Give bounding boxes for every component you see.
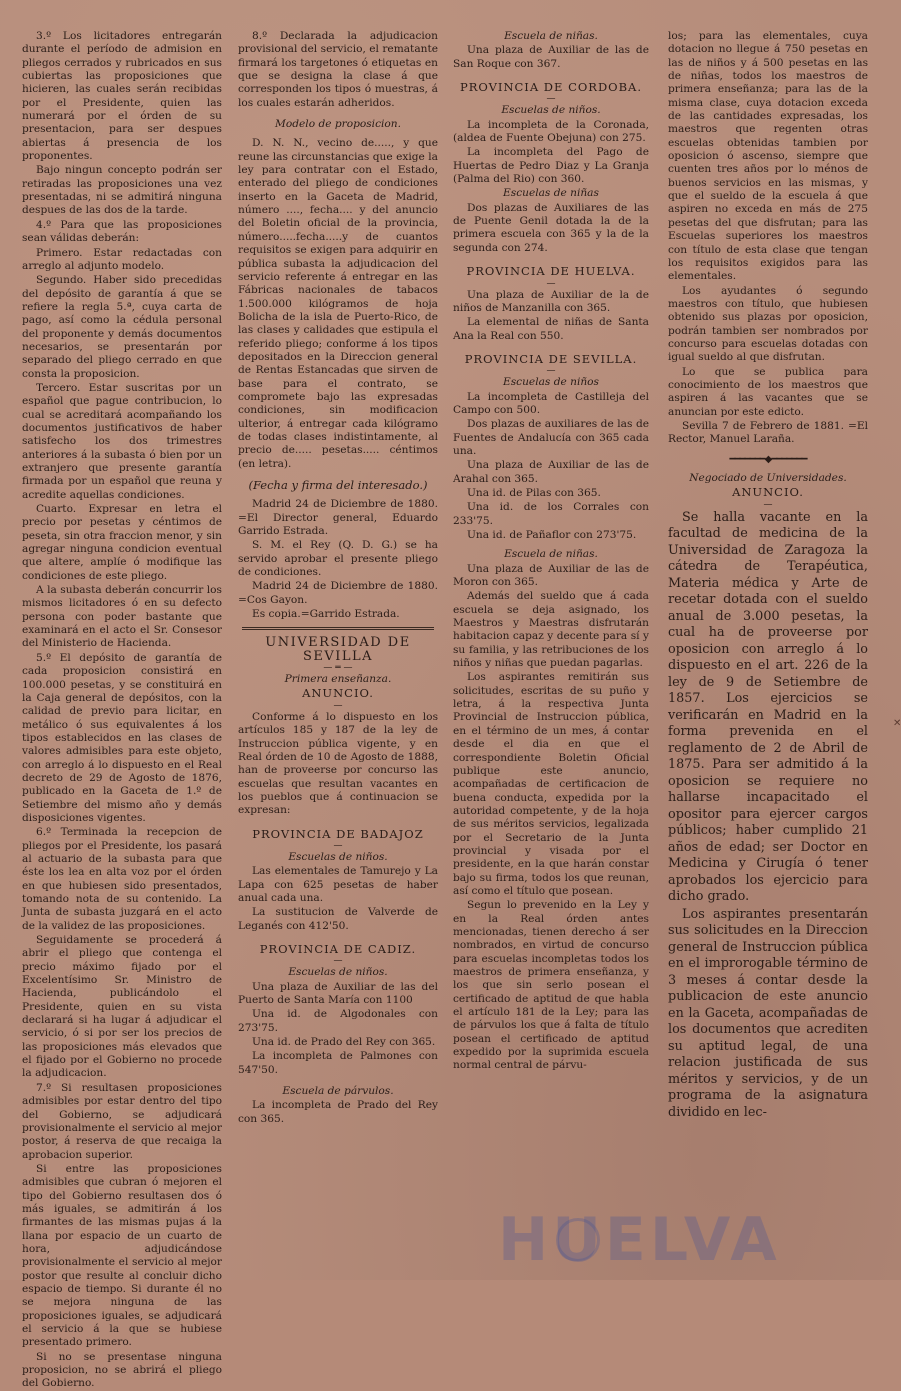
subheading: Escuelas de niñas [503, 187, 599, 200]
subheading: Escuelas de niños. [501, 104, 601, 117]
announcement-heading: ANUNCIO. [302, 686, 374, 701]
subheading: Escuela de niñas. [504, 30, 598, 42]
paragraph: Las elementales de Tamurejo y La Lapa con 625 pesetas de haber anual cada una. [238, 865, 438, 904]
margin-mark-icon: ✕ [893, 718, 901, 729]
paragraph: Madrid 24 de Diciembre de 1880. =Cos Gayon. [238, 580, 438, 606]
subheading: Escuelas de niños. [288, 850, 388, 863]
paragraph: Segundo. Haber sido precedidas del depósito de garantía á que se refiere la regla 5.ª, cuya carta de pago, así como la cédula personal del proponente y demás documentos necesarios, se presentarán por separado del pliego cerrado en que consta la proposicion. [22, 274, 222, 380]
paragraph: Si entre las proposiciones admisibles que cubran ó mejoren el tipo del Gobierno resultasen dos ó más iguales, se admitirán á los firmantes de las mismas pujas á la llana por espacio de un cuarto de hora, adjudicándose provisionalmente el servicio al mejor postor que resulte al concluir dicho espacio de tiempo. Si durante él no se mejora ninguna de las proposiciones iguales, se adjudicará el servicio á la que se hubiese presentado primero. [22, 1162, 222, 1349]
paragraph: Dos plazas de auxiliares de las de Fuentes de Andalucía con 365 cada una. [453, 418, 649, 457]
paragraph: Madrid 24 de Diciembre de 1880. =El Director general, Eduardo Garrido Estrada. [238, 498, 438, 538]
province-heading: PROVINCIA DE SEVILLA. [464, 351, 638, 366]
paragraph: La incompleta de Prado del Rey con 365. [238, 1099, 438, 1125]
paragraph: Una plaza de Auxiliar de la de niños de Manzanilla con 365. [453, 288, 649, 314]
announcement-heading: ANUNCIO. [732, 485, 804, 500]
paragraph: Una plaza de Auxiliar de las del Puerto de Santa María con 1100 [238, 980, 438, 1006]
paragraph: Cuarto. Expresar en letra el precio por pesetas y céntimos de peseta, sin otra fraccion menor, y sin agregar ninguna condicion eventual que altere, amplíe ó modifique las condiciones de este pliego. [22, 503, 222, 582]
paragraph: Los ayudantes ó segundo maestros con título, que hubiesen obtenido sus plazas por oposicion, podrán tambien ser nombrados por concurso para escuelas dotadas con igual sueldo al que disfrutan. [668, 284, 868, 364]
paragraph: Conforme á lo dispuesto en los artículos 185 y 187 de la ley de Instruccion pública vigente, y en Real órden de 10 de Agosto de 1888, han de proveerse por concurso las escuelas que resultan vacantes en los pueblos que á continuacion se expresan: [238, 710, 438, 817]
paragraph: Se halla vacante en la facultad de medicina de la Universidad de Zaragoza la cátedra de Terapéutica, Materia médica y Arte de recetar dotada con el sueldo anual de 3.000 pesetas, la cual ha de proveerse por oposicion con arreglo á lo dispuesto en el art. 226 de la ley de 9 de Setiembre de 1857. Los ejercicios se verificarán en Madrid en la forma prevenida en el reglamento de 2 de Abril de 1875. Para ser admitido á la oposicion se requiere no hallarse incapacitado el opositor para ejercer cargos públicos; haber cumplido 21 años de edad; ser Doctor en Medicina y Cirugía ó tener aprobados los ejercicio para dicho grado. [668, 509, 868, 905]
paragraph: Una id. de Prado del Rey con 365. [252, 1036, 436, 1049]
paragraph: Tercero. Estar suscritas por un español que pague contribucion, lo cual se acreditará acompañando los documentos justificativos de haber satisfecho los dos trimestres anteriores á la subasta ó bien por un extranjero que presente garantía firmada por un español que reuna y acredite aquellas condiciones. [22, 381, 222, 501]
paragraph: Una plaza de Auxiliar de las de Arahal con 365. [453, 459, 649, 485]
column-3 [453, 30, 649, 1260]
province-heading: PROVINCIA DE HUELVA. [466, 264, 636, 279]
model-heading: Modelo de proposicion. [275, 118, 401, 131]
column-2 [238, 30, 438, 1260]
paragraph: La incompleta de la Coronada, (aldea de Fuente Obejuna) con 275. [453, 118, 649, 145]
paragraph: Si no se presentase ninguna proposicion, no se abrirá el pliego del Gobierno. [22, 1350, 222, 1390]
province-heading: PROVINCIA DE CORDOBA. [459, 80, 643, 95]
paragraph: A la subasta deberán concurrir los mismos licitadores ó en su defecto persona con poder bastante que examinará en el acto el Sr. Consesor del Ministerio de Hacienda. [22, 584, 222, 650]
ornamental-divider: ━━━━━━━◆━━━━━━━ [729, 453, 807, 465]
paragraph: Sevilla 7 de Febrero de 1881. =El Rector, Manuel Laraña. [668, 419, 868, 446]
divider: — [546, 366, 556, 377]
paragraph: Una id. de los Corrales con 233'75. [453, 501, 649, 527]
paragraph: los; para las elementales, cuya dotacion no llegue á 750 pesetas en las de niños y á 500 pesetas en las de niñas, todos los maestros de primera enseñanza; para las de la misma clase, cuya dotacion exceda de las cantidades expresadas, los maestros que regenten otras escuelas obtenidas tambien por oposicion ó ascenso, siempre que cuenten tres años por lo ménos de buenos servicios en las mismas, y que el sueldo de la escuela á que aspiren no exceda en más de 275 pesetas del que disfrutan; para las Escuelas superiores los maestros con título de esta clase que tengan los requisitos exigidos para las elementales. [668, 30, 868, 283]
paragraph: Una id. de Pañaflor con 273'75. [467, 529, 637, 541]
paragraph: Bajo ningun concepto podrán ser retiradas las proposiciones una vez presentadas, ni se admitirá ninguna despues de las dos de la tarde. [22, 164, 222, 217]
paragraph: La incompleta de Palmones con 547'50. [238, 1050, 438, 1076]
column-4 [668, 30, 868, 1260]
province-heading: PROVINCIA DE BADAJOZ [252, 826, 424, 841]
divider: — [333, 956, 343, 967]
divider: — [333, 700, 343, 711]
divider: — [546, 278, 556, 289]
divider: — ═ — [323, 663, 353, 674]
paragraph: Los aspirantes remitirán sus solicitudes, escritas de su puño y letra, á la respectiva Junta Provincial de Instruccion pública, en el término de un mes, á contar desde el dia en que el correspondiente Boletin Oficial publique este anuncio, acompañadas de certificacion de buena conducta, expedida por la autoridad competente, y de la hoja de sus méritos servicios, legalizada por el Secretario de la Junta provincial y visada por el presidente, en la que harán constar bajo su firma, todos los que reunan, así como el título que posean. [453, 671, 649, 897]
paragraph: 6.º Terminada la recepcion de pliegos por el Presidente, los pasará al actuario de la subasta para que éste los lea en alta voz por el órden en que hubiesen sido presentados, tomando nota de su contenido. La Junta de subasta juzgará en el acto de la validez de las proposiciones. [22, 826, 222, 932]
paragraph: Seguidamente se procederá á abrir el pliego que contenga el precio máximo fijado por el Excelentísimo Sr. Ministro de Hacienda, publicándolo el Presidente, quien en su vista declarará si ha lugar á adjudicar el servicio, ó si por ser los precios de las proposiciones más elevados que el fijado por el Gobierno no procede la adjudicacion. [22, 934, 222, 1080]
paragraph: 4.º Para que las proposiciones sean válidas deberán: [22, 218, 222, 245]
subheading: Negociado de Universidades. [689, 472, 847, 484]
subheading: Escuela de párvulos. [282, 1085, 394, 1098]
subheading: Primera enseñanza. [284, 673, 392, 686]
column-1 [22, 30, 222, 1390]
paragraph: 8.º Declarada la adjudicacion provisional del servicio, el rematante firmará los targetones ó etiquetas en que se designa la clase á que corresponden los tipos ó muestras, á los cuales estarán adheridos. [238, 30, 438, 109]
paragraph: Una plaza de Auxiliar de las de San Roque con 367. [453, 44, 649, 70]
paragraph: Segun lo prevenido en la Ley y en la Real órden antes mencionadas, tienen derecho á ser nombrados, en virtud de concurso para escuelas incompletas todos los maestros de primera enseñanza, y los que sin serlo posean el certificado de aptitud de que habla el artículo 181 de la Ley; para las de párvulos los que á falta de título posean el certificado de aptitud expedido por la suprimida escuela normal central de párvu- [453, 899, 649, 1072]
paragraph: Además del sueldo que á cada escuela se deja asignado, los Maestros y Maestras disfrutarán habitacion capaz y decente para sí y su familia, y las retribuciones de los niños y niñas que puedan pagarlas. [453, 590, 649, 670]
divider: — [546, 94, 556, 105]
paragraph: 7.º Si resultasen proposiciones admisibles por estar dentro del tipo del Gobierno, se adjudicará provisionalmente el servicio al mejor postor, á reserva de que recaiga la aprobacion superior. [22, 1081, 222, 1161]
paragraph: La sustitucion de Valverde de Leganés con 412'50. [238, 906, 438, 932]
section-heading: UNIVERSIDAD DE SEVILLA [265, 635, 411, 664]
paragraph: Es copia.=Garrido Estrada. [252, 608, 400, 621]
paragraph: La incompleta del Pago de Huertas de Pedro Diaz y La Granja (Palma del Rio) con 360. [453, 146, 649, 186]
divider: — [763, 499, 773, 510]
paragraph: 5.º El depósito de garantía de cada proposicion consistirá en 100.000 pesetas, y se constituirá en la Caja general de depósitos, con la calidad de previo para licitar, en metálico ó sus equivalentes á los tipos establecidos en las clases de valores admisibles para este objeto, con arreglo á lo dispuesto en el Real decreto de 29 de Agosto de 1876, publicado en la Gaceta de 1.º de Setiembre del mismo año y demás disposiciones vigentes. [22, 651, 222, 824]
subheading: Escuelas de niños [503, 376, 599, 389]
watermark: HUELVA [498, 1205, 781, 1275]
divider [242, 627, 434, 630]
paragraph: La incompleta de Castilleja del Campo con 500. [453, 390, 649, 416]
paragraph: La elemental de niñas de Santa Ana la Real con 550. [453, 316, 649, 342]
paragraph: Lo que se publica para conocimiento de los maestros que aspiren á las vacantes que se anuncian por este edicto. [668, 365, 868, 418]
paragraph: Los aspirantes presentarán sus solicitudes en la Direccion general de Instruccion pública en el improrogable término de 3 meses á contar desde la publicacion de este anuncio en la Gaceta, acompañadas de los documentos que acrediten su aptitud legal, de una relacion justificada de sus méritos y servicios, y de un programa de la asignatura dividido en lec- [668, 906, 868, 1120]
paragraph: D. N. N., vecino de....., y que reune las circunstancias que exige la ley para contratar con el Estado, enterado del pliego de condiciones inserto en la Gaceta de Madrid, número ...., fecha.... y del anuncio del Boletin oficial de la provincia, número.....fecha.....y de cuantos requisitos se exigen para adquirir en pública subasta la adjudicacion del servicio referente á entregar en las Fábricas nacionales de tabacos 1.500.000 kilógramos de hoja Bolicha de la isla de Puerto-Rico, de las clases y calidades que estipula el referido pliego; conforme á los tipos depositados en la Direccion general de Rentas Estancadas que sirven de base para el contrato, se compromete bajo las expresadas condiciones, sin modificacion ulterior, á entregar cada kilógramo de todas clases indistintamente, al precio de..... pesetas..... céntimos (en letra). [238, 137, 438, 470]
paragraph: Dos plazas de Auxiliares de las de Puente Genil dotada la de la primera escuela con 365 y la de la segunda con 274. [453, 201, 649, 254]
paragraph: S. M. el Rey (Q. D. G.) se ha servido aprobar el presente pliego de condiciones. [238, 539, 438, 579]
province-heading: PROVINCIA DE CADIZ. [259, 941, 417, 956]
subheading: Escuela de niñas. [504, 548, 598, 561]
paragraph: 3.º Los licitadores entregarán durante el período de admision en pliegos cerrados y rubricados en sus cubiertas las proposiciones que hicieren, las cuales serán recibidas por el Presidente, quien las numerará por el órden de su presentacion, para ser despues abiertas á presencia de los proponentes. [22, 30, 222, 163]
subheading: Escuelas de niños. [288, 966, 388, 979]
signature-note: (Fecha y firma del interesado.) [248, 478, 428, 492]
paragraph: Una id. de Algodonales con 273'75. [238, 1008, 438, 1034]
divider: — [333, 840, 343, 851]
paragraph: Una plaza de Auxiliar de las de Moron con 365. [453, 562, 649, 589]
paragraph: Una id. de Pilas con 365. [467, 486, 601, 499]
paragraph: Primero. Estar redactadas con arreglo al adjunto modelo. [22, 246, 222, 272]
